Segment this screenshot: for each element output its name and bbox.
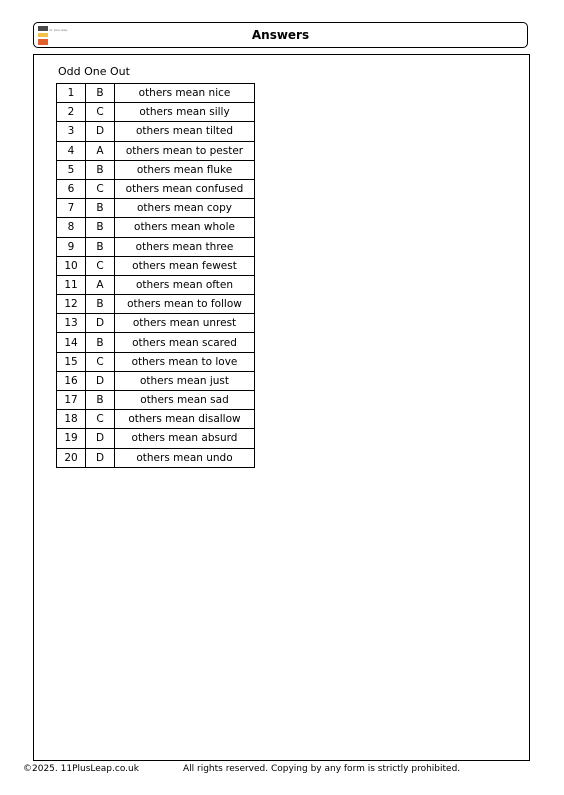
- answer-reason: others mean copy: [115, 199, 255, 218]
- table-row: [57, 84, 255, 103]
- answer-reason: others mean three: [115, 237, 255, 256]
- answer-reason: others mean tilted: [115, 122, 255, 141]
- table-row: [57, 275, 255, 294]
- question-number: 18: [57, 410, 86, 429]
- answer-letter: D: [86, 122, 115, 141]
- answer-letter: D: [86, 371, 115, 390]
- answer-reason: others mean fluke: [115, 160, 255, 179]
- answer-letter: D: [86, 429, 115, 448]
- table-row: [57, 295, 255, 314]
- answer-letter: B: [86, 199, 115, 218]
- table-row: [57, 179, 255, 198]
- answer-letter: C: [86, 103, 115, 122]
- answer-letter: B: [86, 84, 115, 103]
- question-number: 2: [57, 103, 86, 122]
- answer-letter: B: [86, 218, 115, 237]
- answer-reason: others mean often: [115, 275, 255, 294]
- question-number: 6: [57, 179, 86, 198]
- answer-reason: others mean sad: [115, 391, 255, 410]
- table-row: [57, 391, 255, 410]
- answer-letter: D: [86, 448, 115, 467]
- table-row: [57, 429, 255, 448]
- answer-letter: D: [86, 314, 115, 333]
- table-row: [57, 103, 255, 122]
- question-number: 5: [57, 160, 86, 179]
- answer-reason: others mean undo: [115, 448, 255, 467]
- question-number: 3: [57, 122, 86, 141]
- question-number: 1: [57, 84, 86, 103]
- question-number: 9: [57, 237, 86, 256]
- table-row: [57, 333, 255, 352]
- logo-text: 11 plus leap: [49, 28, 68, 32]
- section-title: Odd One Out: [58, 65, 130, 78]
- answer-reason: others mean absurd: [115, 429, 255, 448]
- answer-reason: others mean just: [115, 371, 255, 390]
- question-number: 7: [57, 199, 86, 218]
- table-row: [57, 448, 255, 467]
- table-row: [57, 410, 255, 429]
- answer-letter: A: [86, 141, 115, 160]
- answer-reason: others mean to follow: [115, 295, 255, 314]
- table-row: [57, 199, 255, 218]
- answer-letter: C: [86, 352, 115, 371]
- answer-reason: others mean whole: [115, 218, 255, 237]
- table-row: [57, 218, 255, 237]
- question-number: 8: [57, 218, 86, 237]
- table-row: [57, 160, 255, 179]
- answer-letter: C: [86, 179, 115, 198]
- answer-letter: B: [86, 295, 115, 314]
- table-row: [57, 141, 255, 160]
- answer-reason: others mean unrest: [115, 314, 255, 333]
- question-number: 14: [57, 333, 86, 352]
- answer-reason: others mean disallow: [115, 410, 255, 429]
- question-number: 10: [57, 256, 86, 275]
- answer-reason: others mean fewest: [115, 256, 255, 275]
- question-number: 19: [57, 429, 86, 448]
- answer-letter: B: [86, 160, 115, 179]
- answer-reason: others mean confused: [115, 179, 255, 198]
- answer-reason: others mean to pester: [115, 141, 255, 160]
- answer-letter: C: [86, 410, 115, 429]
- footer-copyright: ©2025. 11PlusLeap.co.uk: [23, 764, 139, 774]
- table-row: [57, 256, 255, 275]
- table-row: [57, 314, 255, 333]
- table-row: [57, 237, 255, 256]
- answer-letter: B: [86, 391, 115, 410]
- answer-letter: B: [86, 237, 115, 256]
- question-number: 17: [57, 391, 86, 410]
- table-row: [57, 122, 255, 141]
- question-number: 20: [57, 448, 86, 467]
- footer-rights: All rights reserved. Copying by any form is strictly prohibited.: [183, 764, 461, 774]
- question-number: 11: [57, 275, 86, 294]
- question-number: 12: [57, 295, 86, 314]
- answer-letter: B: [86, 333, 115, 352]
- question-number: 4: [57, 141, 86, 160]
- question-number: 16: [57, 371, 86, 390]
- answer-reason: others mean nice: [115, 84, 255, 103]
- answer-reason: others mean to love: [115, 352, 255, 371]
- page-header: [33, 22, 528, 48]
- question-number: 13: [57, 314, 86, 333]
- answer-letter: A: [86, 275, 115, 294]
- answers-table: [56, 83, 255, 468]
- answer-reason: others mean silly: [115, 103, 255, 122]
- answer-reason: others mean scared: [115, 333, 255, 352]
- page-title: Answers: [251, 28, 310, 42]
- question-number: 15: [57, 352, 86, 371]
- answer-letter: C: [86, 256, 115, 275]
- table-row: [57, 352, 255, 371]
- table-row: [57, 371, 255, 390]
